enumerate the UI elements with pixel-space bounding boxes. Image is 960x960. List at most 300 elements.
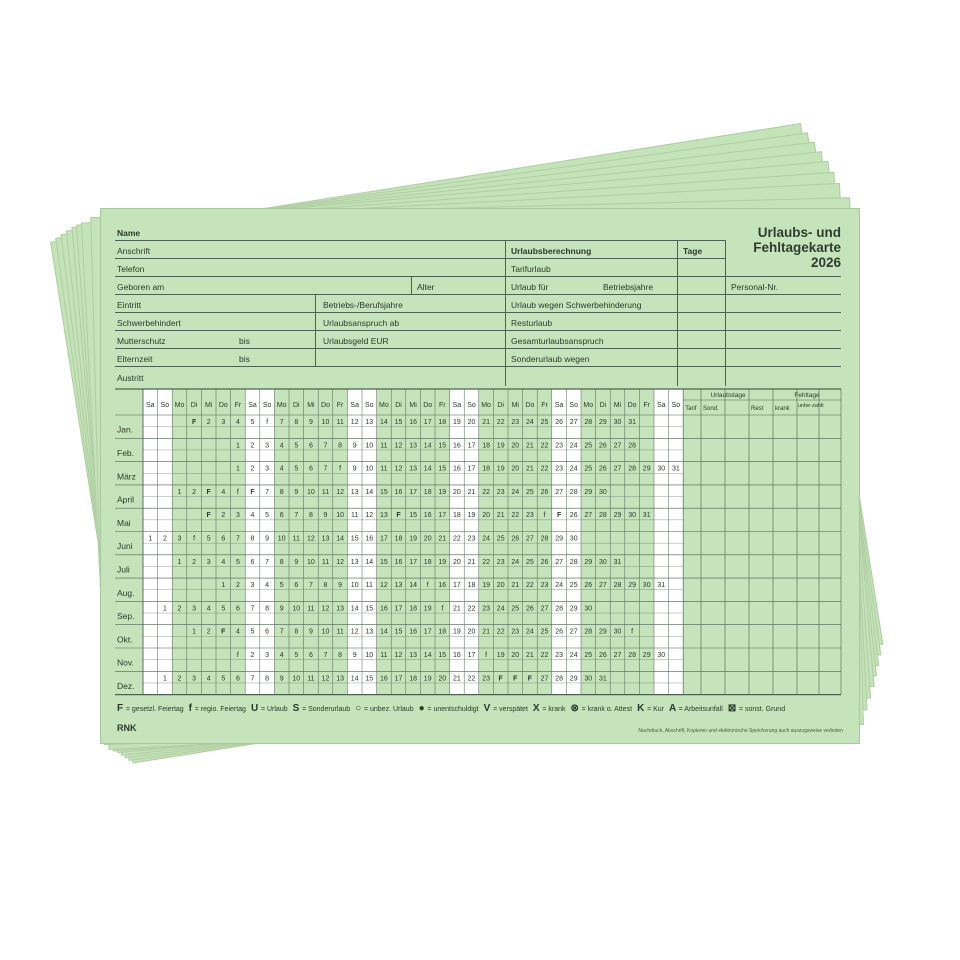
- day-number: 21: [467, 488, 476, 496]
- day-number: 9: [352, 652, 357, 659]
- weekday-header: Do: [525, 402, 535, 409]
- day-number: 23: [540, 582, 549, 590]
- day-number: f: [266, 419, 269, 426]
- day-number: 26: [540, 488, 549, 496]
- day-number: 10: [350, 582, 359, 590]
- day-number: 6: [279, 512, 284, 520]
- day-number: 9: [352, 465, 357, 473]
- day-number: 16: [365, 535, 374, 543]
- day-number: 17: [394, 675, 403, 683]
- legend-symbol: F: [117, 703, 126, 714]
- legend-symbol: ○: [355, 703, 364, 714]
- day-number: 18: [482, 442, 490, 450]
- day-number: 23: [496, 558, 505, 566]
- day-number: 12: [350, 628, 359, 636]
- day-number: 8: [265, 605, 270, 613]
- day-number: 18: [394, 535, 403, 543]
- calendar-grid: [101, 209, 861, 745]
- legend-text: = verspätet: [493, 706, 528, 713]
- legend-item: [637, 703, 664, 714]
- day-number: 13: [409, 465, 417, 473]
- day-number: 2: [206, 419, 211, 426]
- day-number: F: [527, 675, 533, 683]
- day-number: 21: [467, 558, 476, 566]
- weekday-header: Sa: [146, 402, 155, 409]
- day-number: 7: [294, 512, 299, 520]
- day-number: f: [236, 488, 239, 496]
- day-number: 10: [292, 675, 301, 683]
- label-elternzeit: Elternzeit: [117, 354, 153, 364]
- day-number: 30: [599, 488, 607, 496]
- day-number: 18: [423, 558, 432, 566]
- day-number: 12: [394, 652, 403, 659]
- day-number: 4: [235, 628, 240, 636]
- day-number: 28: [628, 652, 636, 659]
- day-number: 18: [409, 605, 417, 613]
- weekday-header: Mi: [307, 402, 315, 409]
- day-number: 15: [438, 652, 447, 659]
- day-number: 14: [350, 605, 359, 613]
- calc-row-2: Urlaub wegen Schwerbehinderung: [511, 300, 642, 310]
- weekday-header: Do: [423, 402, 433, 409]
- day-number: 13: [409, 652, 417, 659]
- day-number: 2: [162, 535, 167, 543]
- day-number: 20: [511, 465, 520, 473]
- day-number: 21: [482, 419, 490, 426]
- day-number: 28: [540, 535, 549, 543]
- day-number: 2: [221, 512, 226, 520]
- day-number: 12: [350, 419, 359, 426]
- day-number: 2: [177, 675, 182, 683]
- day-number: 24: [526, 419, 534, 426]
- day-number: 20: [511, 652, 520, 659]
- day-number: 15: [380, 488, 388, 496]
- legend-text: = unbez. Urlaub: [363, 706, 414, 713]
- day-number: 21: [453, 675, 461, 683]
- day-number: 19: [467, 512, 476, 520]
- day-number: 29: [628, 582, 636, 590]
- calc-row-0: Tarifurlaub: [511, 264, 551, 274]
- day-number: 10: [365, 442, 374, 450]
- copyright-note: Nachdruck, Abschrift, Kopieren und elektronische Speicherung auch auszugsweise verboten: [638, 728, 843, 734]
- day-number: 1: [221, 582, 226, 590]
- legend-item: [250, 703, 288, 714]
- day-number: 16: [453, 652, 461, 659]
- day-number: 6: [235, 675, 240, 683]
- day-number: 28: [584, 419, 593, 426]
- legend-text: = krank: [542, 706, 566, 713]
- legend-item: [292, 703, 351, 714]
- day-number: 17: [380, 535, 388, 543]
- month-label: April: [117, 494, 135, 505]
- day-number: 17: [438, 512, 447, 520]
- label-bis-1: bis: [239, 336, 250, 346]
- legend-text: = gesetzl. Feiertag: [125, 706, 184, 713]
- day-number: 2: [235, 582, 240, 590]
- weekday-header: Do: [321, 402, 330, 409]
- weekday-header: Mi: [511, 402, 519, 409]
- day-number: 8: [279, 558, 284, 566]
- publisher-logo: [117, 723, 137, 733]
- day-number: 1: [177, 488, 182, 496]
- day-number: 26: [569, 512, 578, 520]
- day-number: 13: [380, 512, 388, 520]
- day-number: 14: [380, 419, 388, 426]
- day-number: 14: [423, 442, 432, 450]
- day-number: 20: [511, 442, 520, 450]
- day-number: 22: [540, 465, 549, 473]
- weekday-header: Mi: [205, 402, 213, 409]
- day-number: 7: [235, 535, 240, 543]
- day-number: F: [396, 512, 401, 520]
- day-number: 4: [206, 605, 211, 613]
- weekday-header: Di: [292, 402, 300, 409]
- day-number: 10: [321, 419, 330, 426]
- day-number: 26: [540, 558, 549, 566]
- day-number: 9: [308, 419, 313, 426]
- day-number: 22: [526, 582, 534, 590]
- day-number: 30: [628, 512, 636, 520]
- day-number: 10: [307, 488, 315, 496]
- day-number: 24: [569, 465, 578, 473]
- day-number: 4: [250, 512, 255, 520]
- urlaubstage-header: Urlaubstage: [710, 392, 746, 399]
- day-number: 11: [307, 605, 315, 613]
- day-number: 5: [279, 582, 284, 590]
- day-number: f: [193, 535, 196, 543]
- day-number: 24: [555, 582, 563, 590]
- weekday-header: Di: [190, 402, 198, 409]
- day-number: 6: [235, 605, 240, 613]
- day-number: 18: [409, 675, 417, 683]
- legend-item: [418, 703, 479, 714]
- day-number: 25: [540, 628, 549, 636]
- day-number: 13: [409, 442, 417, 450]
- day-number: 4: [235, 419, 240, 426]
- legend-symbol: A: [669, 703, 679, 714]
- day-number: 3: [265, 442, 270, 450]
- day-number: 3: [177, 535, 182, 543]
- day-number: 16: [423, 512, 432, 520]
- legend-item: [570, 703, 633, 714]
- day-number: 13: [394, 582, 403, 590]
- day-number: 11: [351, 512, 359, 520]
- day-number: 23: [555, 442, 563, 450]
- day-number: 21: [496, 512, 505, 520]
- day-number: 14: [423, 465, 432, 473]
- day-number: 21: [511, 582, 520, 590]
- day-number: 27: [613, 652, 622, 659]
- day-number: 19: [438, 488, 447, 496]
- label-alter: Alter: [417, 282, 435, 292]
- day-number: 25: [496, 535, 505, 543]
- day-number: F: [206, 488, 211, 496]
- urlaubstage-col: Rest: [751, 406, 764, 412]
- day-number: 31: [628, 419, 636, 426]
- day-number: 28: [569, 558, 578, 566]
- day-number: 28: [599, 512, 607, 520]
- day-number: 27: [584, 512, 593, 520]
- month-label: Nov.: [117, 657, 134, 668]
- day-number: 7: [265, 488, 270, 496]
- day-number: 5: [250, 628, 255, 636]
- title-line-1: Urlaubs- und: [757, 225, 841, 240]
- day-number: 18: [423, 488, 432, 496]
- day-number: 30: [569, 535, 578, 543]
- legend-symbol: f: [188, 703, 195, 714]
- day-number: 14: [365, 558, 374, 566]
- day-number: 2: [192, 558, 197, 566]
- day-number: 16: [409, 628, 417, 636]
- weekday-header: Do: [627, 402, 637, 409]
- legend-symbol: X: [532, 703, 543, 714]
- day-number: 10: [277, 535, 286, 543]
- day-number: 3: [192, 675, 197, 683]
- day-number: 17: [394, 605, 403, 613]
- day-number: 10: [307, 558, 315, 566]
- day-number: 18: [453, 512, 461, 520]
- day-number: 22: [482, 488, 490, 496]
- day-number: 11: [307, 675, 315, 683]
- day-number: 25: [569, 582, 578, 590]
- title-line-2: Fehltagekarte: [753, 240, 841, 255]
- day-number: 15: [438, 442, 447, 450]
- weekday-header: Mi: [409, 402, 417, 409]
- day-number: 8: [338, 442, 343, 450]
- day-number: 16: [394, 558, 403, 566]
- day-number: 27: [599, 582, 607, 590]
- day-number: 30: [613, 628, 622, 636]
- day-number: 15: [365, 675, 374, 683]
- day-number: 11: [292, 535, 300, 543]
- month-label: Okt.: [117, 634, 133, 645]
- day-number: 14: [423, 652, 432, 659]
- calc-row-3: Resturlaub: [511, 318, 553, 328]
- day-number: 11: [321, 488, 330, 496]
- weekday-header: Mo: [583, 402, 594, 409]
- day-number: 30: [657, 465, 666, 473]
- day-number: 5: [221, 675, 226, 683]
- calc-row-5: Sonderurlaub wegen: [511, 354, 590, 364]
- day-number: 7: [323, 442, 328, 450]
- legend-text: = Arbeitsunfall: [678, 706, 723, 713]
- legend-item: [117, 703, 184, 714]
- day-number: 19: [453, 628, 461, 636]
- day-number: 5: [206, 535, 211, 543]
- day-number: 30: [584, 675, 593, 683]
- weekday-header: Fr: [643, 402, 651, 409]
- day-number: 29: [569, 605, 578, 613]
- day-number: 3: [192, 605, 197, 613]
- day-number: 4: [279, 465, 284, 473]
- legend-item: [188, 703, 246, 714]
- weekend-column: [669, 389, 684, 695]
- day-number: 11: [380, 442, 388, 450]
- day-number: 28: [584, 628, 593, 636]
- day-number: 20: [482, 512, 490, 520]
- day-number: 29: [555, 535, 563, 543]
- day-number: 4: [221, 558, 226, 566]
- day-number: 9: [338, 582, 343, 590]
- day-number: 27: [526, 535, 534, 543]
- day-number: 10: [321, 628, 330, 636]
- day-number: f: [426, 582, 429, 590]
- weekday-header: Sa: [452, 402, 462, 409]
- day-number: F: [221, 628, 226, 636]
- day-number: 6: [221, 535, 226, 543]
- day-number: 6: [250, 558, 255, 566]
- day-number: 23: [496, 488, 505, 496]
- calc-betriebsjahre: Betriebsjahre: [603, 282, 654, 292]
- weekday-header: Di: [395, 402, 402, 409]
- day-number: 22: [453, 535, 461, 543]
- day-number: 5: [221, 605, 226, 613]
- day-number: 15: [365, 605, 374, 613]
- title-year: 2026: [810, 255, 841, 270]
- legend-item: [483, 703, 528, 714]
- day-number: 4: [206, 675, 211, 683]
- day-number: 20: [453, 488, 461, 496]
- day-number: 30: [657, 652, 666, 659]
- day-number: 1: [192, 628, 197, 636]
- day-number: 1: [162, 605, 167, 613]
- day-number: 28: [613, 582, 622, 590]
- day-number: 19: [496, 442, 505, 450]
- weekday-header: Mo: [276, 402, 287, 409]
- day-number: 5: [265, 512, 270, 520]
- day-number: 23: [555, 465, 563, 473]
- day-number: 29: [642, 465, 651, 473]
- day-number: 16: [409, 419, 417, 426]
- day-number: 19: [496, 652, 505, 659]
- month-label: Aug.: [117, 587, 135, 598]
- day-number: 23: [511, 419, 520, 426]
- weekday-header: Fr: [541, 402, 548, 409]
- day-number: 17: [467, 465, 476, 473]
- label-schwerbehindert: Schwerbehindert: [117, 318, 181, 328]
- label-urlaubsanspruch-ab: Urlaubsanspruch ab: [323, 318, 400, 328]
- day-number: 31: [657, 582, 666, 590]
- calc-tage: Tage: [683, 246, 703, 256]
- day-number: 17: [467, 442, 476, 450]
- day-number: 12: [321, 605, 330, 613]
- day-number: 14: [380, 628, 388, 636]
- month-label: Dez.: [117, 680, 135, 691]
- day-number: 2: [250, 652, 255, 659]
- day-number: 30: [584, 605, 593, 613]
- weekday-header: So: [160, 402, 170, 409]
- day-number: 24: [569, 652, 578, 659]
- day-number: 26: [526, 605, 534, 613]
- weekday-header: Fr: [234, 402, 242, 409]
- day-number: 14: [365, 488, 374, 496]
- day-number: 4: [279, 652, 284, 659]
- day-number: 20: [453, 558, 461, 566]
- day-number: 21: [526, 442, 534, 450]
- fehltage-col: unbe-zahlt: [798, 403, 824, 409]
- weekday-header: Sa: [554, 402, 564, 409]
- day-number: 19: [482, 582, 490, 590]
- weekday-header: Mo: [481, 402, 491, 409]
- day-number: 22: [467, 675, 476, 683]
- day-number: 21: [526, 652, 534, 659]
- day-number: 26: [511, 535, 520, 543]
- day-number: 2: [177, 605, 182, 613]
- day-number: 29: [642, 652, 651, 659]
- legend: [117, 703, 790, 714]
- day-number: 11: [321, 558, 330, 566]
- day-number: 23: [555, 652, 563, 659]
- day-number: 13: [336, 605, 344, 613]
- day-number: 21: [482, 628, 490, 636]
- day-number: 6: [294, 582, 299, 590]
- day-number: 9: [279, 605, 284, 613]
- day-number: 29: [569, 675, 578, 683]
- day-number: 13: [321, 535, 330, 543]
- day-number: 30: [599, 558, 607, 566]
- day-number: 28: [569, 488, 578, 496]
- weekday-header: Di: [497, 402, 505, 409]
- day-number: 20: [438, 675, 447, 683]
- day-number: f: [339, 465, 342, 473]
- day-number: 8: [338, 652, 343, 659]
- day-number: 26: [555, 419, 563, 426]
- label-telefon: Telefon: [117, 264, 145, 274]
- month-label: Jan.: [117, 424, 134, 435]
- day-number: 10: [336, 512, 344, 520]
- day-number: 31: [599, 675, 607, 683]
- weekday-header: So: [467, 402, 476, 409]
- day-number: 7: [250, 675, 255, 683]
- legend-text: = regio. Feiertag: [194, 706, 246, 713]
- day-number: f: [485, 652, 488, 659]
- day-number: 21: [526, 465, 534, 473]
- day-number: 22: [511, 512, 520, 520]
- weekday-header: Do: [218, 402, 228, 409]
- day-number: 31: [672, 465, 680, 473]
- day-number: 3: [235, 512, 240, 520]
- day-number: 8: [279, 488, 284, 496]
- day-number: 24: [511, 558, 520, 566]
- weekday-header: Sa: [350, 402, 359, 409]
- day-number: 19: [453, 419, 461, 426]
- day-number: 19: [423, 605, 432, 613]
- day-number: 4: [221, 488, 226, 496]
- day-number: 12: [336, 488, 344, 496]
- day-number: F: [513, 675, 518, 683]
- day-number: 7: [250, 605, 255, 613]
- day-number: 21: [438, 535, 447, 543]
- day-number: f: [236, 652, 239, 659]
- day-number: 28: [555, 605, 563, 613]
- day-number: 7: [279, 419, 284, 426]
- day-number: 25: [511, 605, 520, 613]
- weekday-header: Di: [599, 402, 607, 409]
- legend-item: [727, 703, 786, 714]
- weekday-header: Sa: [657, 402, 666, 409]
- day-number: 21: [453, 605, 461, 613]
- day-number: 8: [250, 535, 255, 543]
- day-number: 25: [584, 442, 593, 450]
- weekday-header: So: [365, 402, 374, 409]
- day-number: 18: [438, 419, 447, 426]
- day-number: 9: [352, 442, 357, 450]
- urlaubstage-col: Tarif: [685, 406, 697, 412]
- label-geboren: Geboren am: [117, 282, 165, 292]
- day-number: 31: [613, 558, 622, 566]
- day-number: 6: [308, 442, 313, 450]
- day-number: 10: [365, 652, 374, 659]
